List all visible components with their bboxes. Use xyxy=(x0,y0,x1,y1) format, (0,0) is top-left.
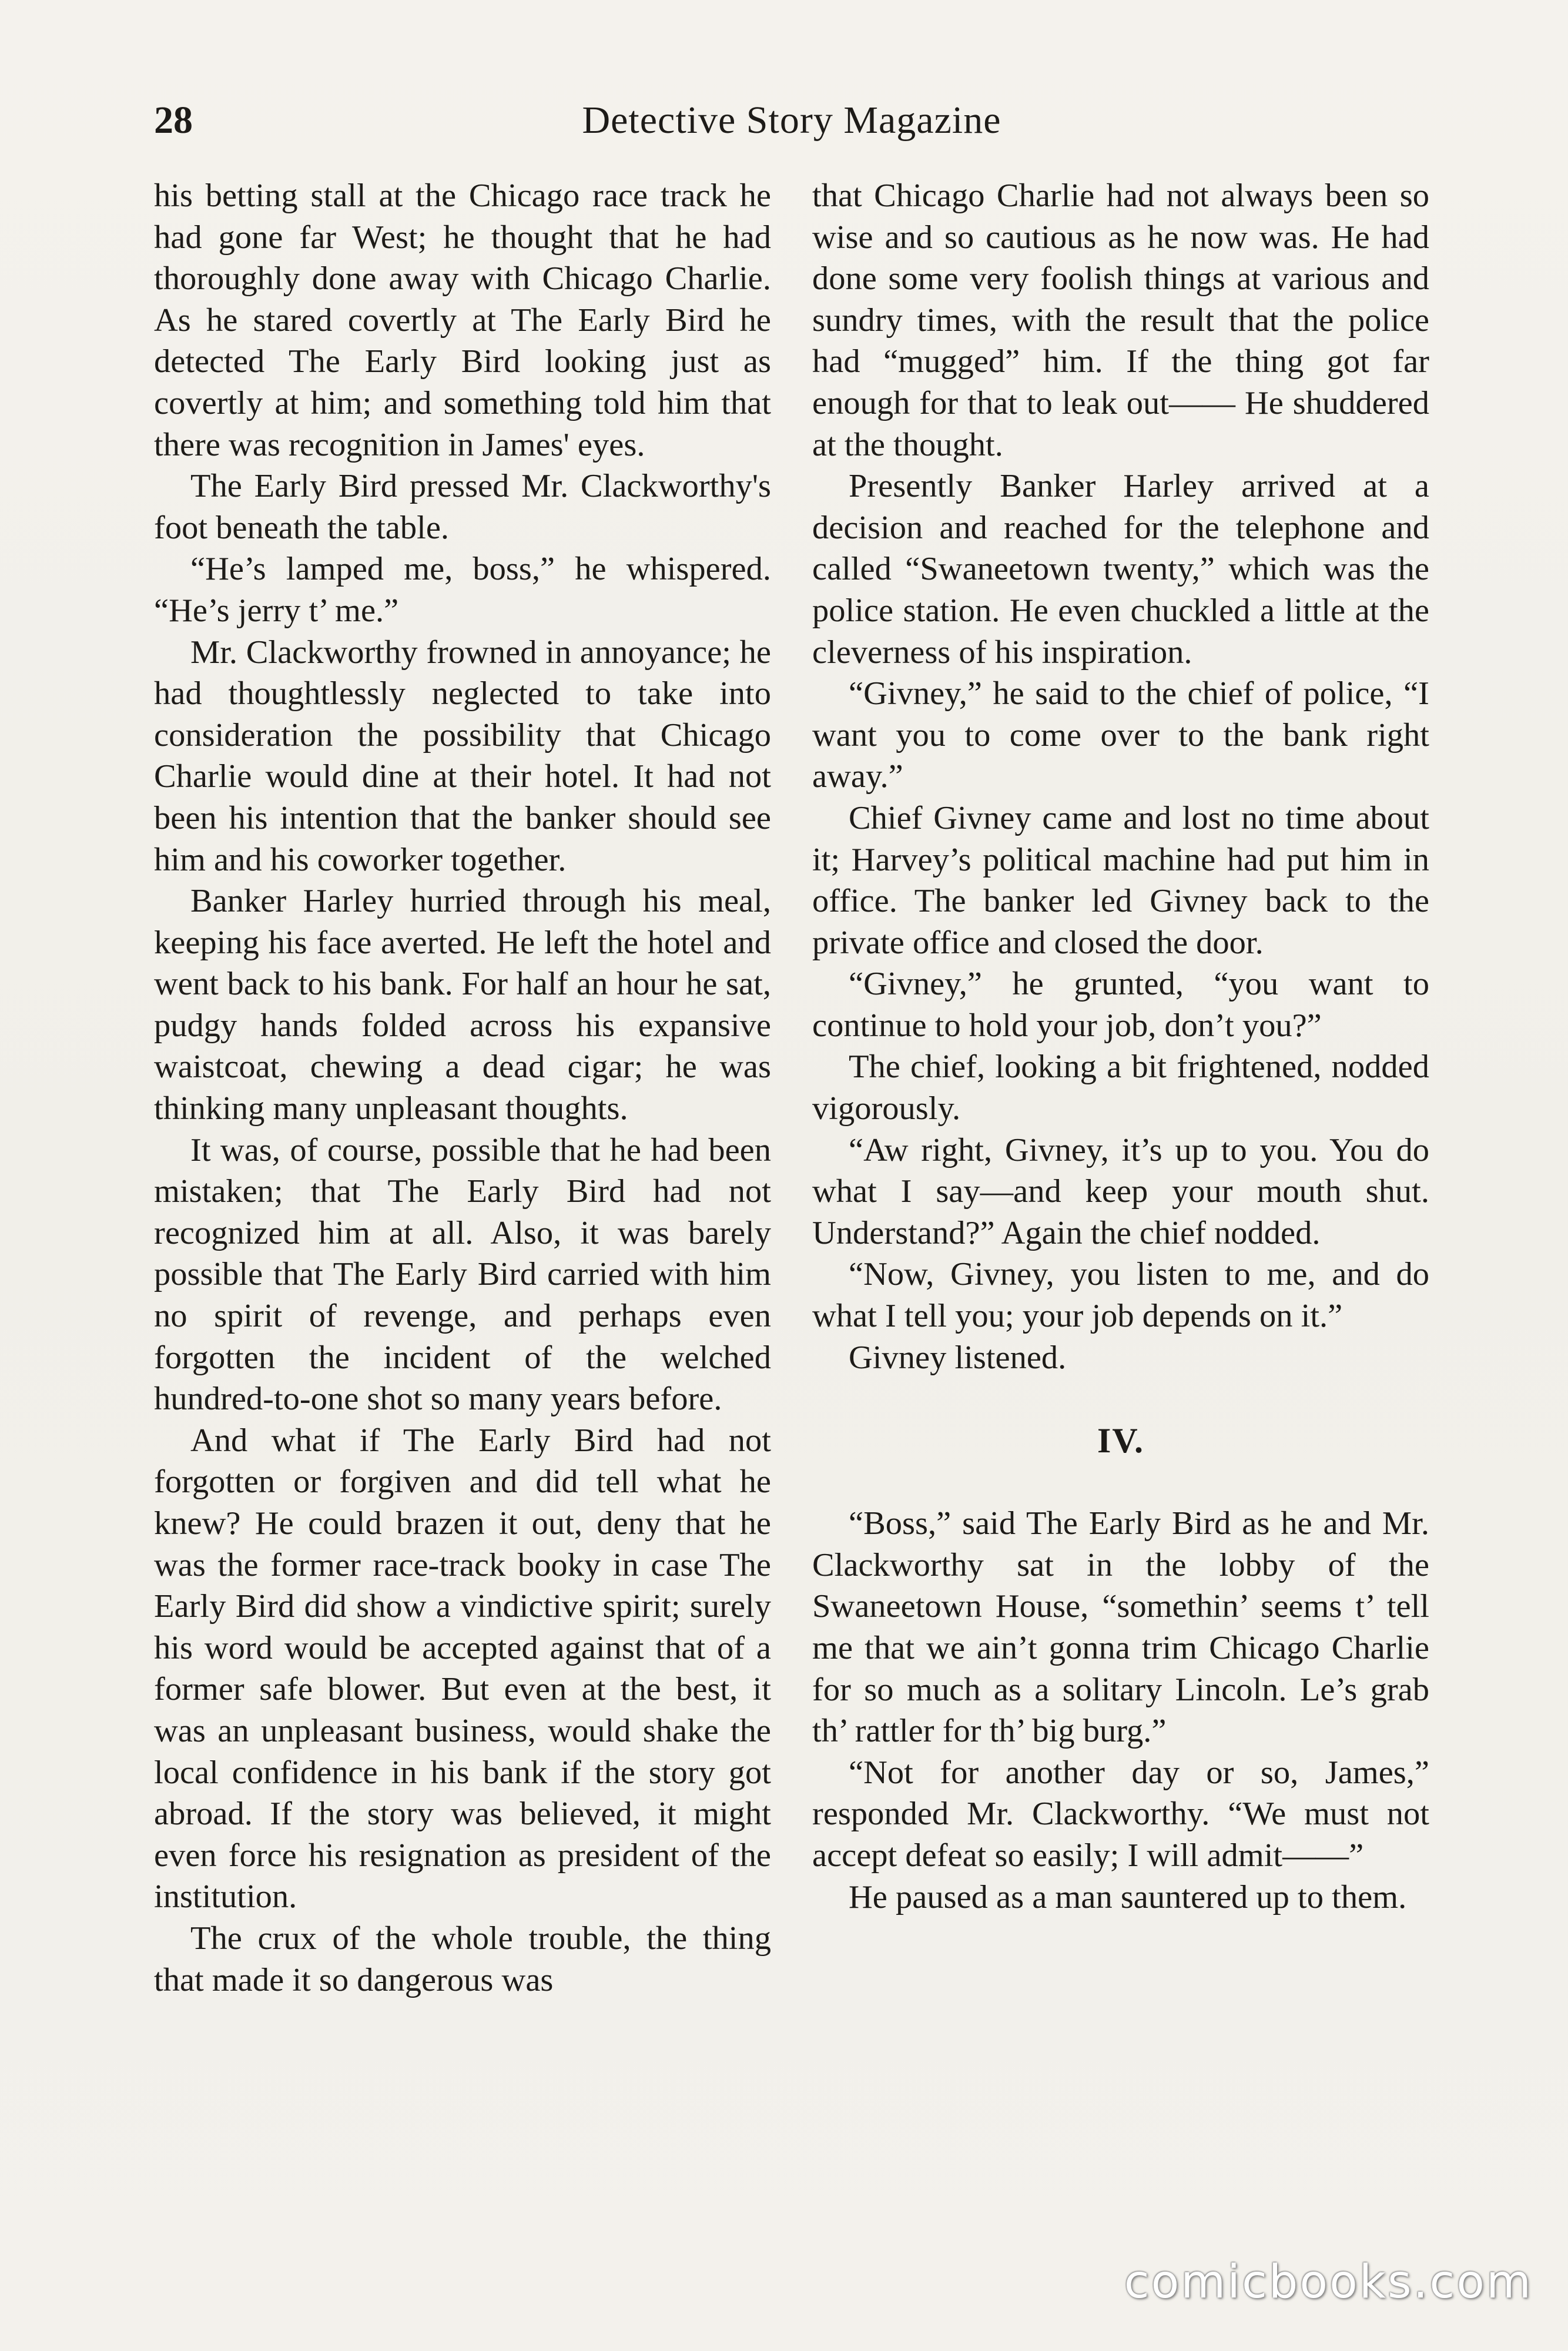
paragraph: The chief, looking a bit frightened, nodded vigorously. xyxy=(812,1049,1429,1127)
left-column xyxy=(154,175,771,2001)
paragraph: It was, of course, possible that he had been mistaken; that The Early Bird had not recognized him at all. Also, it was barely possible that The Early Bird carried with him no spirit of revenge, and perhaps even forgotten the incident of the welched hundred-to-one shot so many years before. xyxy=(154,1131,771,1418)
page-number: 28 xyxy=(154,99,193,142)
paragraph: “Now, Givney, you listen to me, and do what I tell you; your job depends on it.” xyxy=(812,1256,1429,1335)
right-column xyxy=(812,175,1429,1918)
paragraph: He paused as a man sauntered up to them. xyxy=(849,1878,1407,1915)
paragraph: Presently Banker Harley arrived at a decision and reached for the telephone and called “Swaneetown twenty,” which was the police station. He even chuckled a little at the cleverness of his inspiration. xyxy=(812,468,1429,671)
paragraph: “Givney,” he said to the chief of police, “I want you to come over to the bank right away.” xyxy=(812,675,1429,795)
paragraph: “Not for another day or so, James,” responded Mr. Clackworthy. “We must not accept defeat so easily; I will admit——” xyxy=(812,1754,1429,1874)
watermark: comicbooks.com xyxy=(1124,2256,1533,2309)
page-header xyxy=(154,88,1429,153)
paragraph: Givney listened. xyxy=(849,1339,1067,1376)
running-title: Detective Story Magazine xyxy=(582,99,1001,142)
paragraph: The Early Bird pressed Mr. Clackworthy's foot beneath the table. xyxy=(154,468,771,546)
paragraph: “He’s lamped me, boss,” he whispered. “He’s jerry t’ me.” xyxy=(154,551,771,629)
paragraph: And what if The Early Bird had not forgotten or forgiven and did tell what he knew? He could brazen it out, deny that he was the former race-track booky in case The Early Bird did show a vindictive spirit; surely his word would be accepted against that of a former safe blower. But even at the best, it was an unpleasant business, would shake the local confidence in his bank if the story got abroad. If the story was believed, it might even force his resignation as president of the institution. xyxy=(154,1422,771,1915)
paragraph: “Givney,” he grunted, “you want to continue to hold your job, don’t you?” xyxy=(812,966,1429,1044)
paragraph: Mr. Clackworthy frowned in annoyance; he had thoughtlessly neglected to take into consideration the possibility that Chicago Charlie would dine at their hotel. It had not been his intention that the banker should see him and his coworker together. xyxy=(154,634,771,878)
section-heading: IV. xyxy=(1097,1421,1144,1461)
paragraph: Banker Harley hurried through his meal, keeping his face averted. He left the hotel and went back to his bank. For half an hour he sat, pudgy hands folded across his expansive waistcoat, chewing a dead cigar; he was thinking many unpleasant thoughts. xyxy=(154,883,771,1127)
paragraph: that Chicago Charlie had not always been so wise and so cautious as he now was. He had done some very foolish things at various and sundry times, with the result that the police had “mugged” him. If the thing got far enough for that to leak out—— He shuddered at the thought. xyxy=(812,178,1429,463)
paragraph: “Aw right, Givney, it’s up to you. You do what I say—and keep your mouth shut. Understand?” Again the chief nodded. xyxy=(812,1131,1429,1251)
paragraph: The crux of the whole trouble, the thing that made it so dangerous was xyxy=(154,1920,771,1998)
paragraph: “Boss,” said The Early Bird as he and Mr. Clackworthy sat in the lobby of the Swaneetown House, “somethin’ seems t’ tell me that we ain’t gonna trim Chicago Charlie for so much as a solitary Lincoln. Le’s grab th’ rattler for th’ big burg.” xyxy=(812,1505,1429,1750)
paragraph: Chief Givney came and lost no time about it; Harvey’s political machine had put him in office. The banker led Givney back to the private office and closed the door. xyxy=(812,799,1429,961)
paragraph: his betting stall at the Chicago race track he had gone far West; he thought that he had thoroughly done away with Chicago Charlie. As he stared covertly at The Early Bird he detected The Early Bird looking just as covertly at him; and something told him that there was recognition in James' eyes. xyxy=(154,178,771,463)
